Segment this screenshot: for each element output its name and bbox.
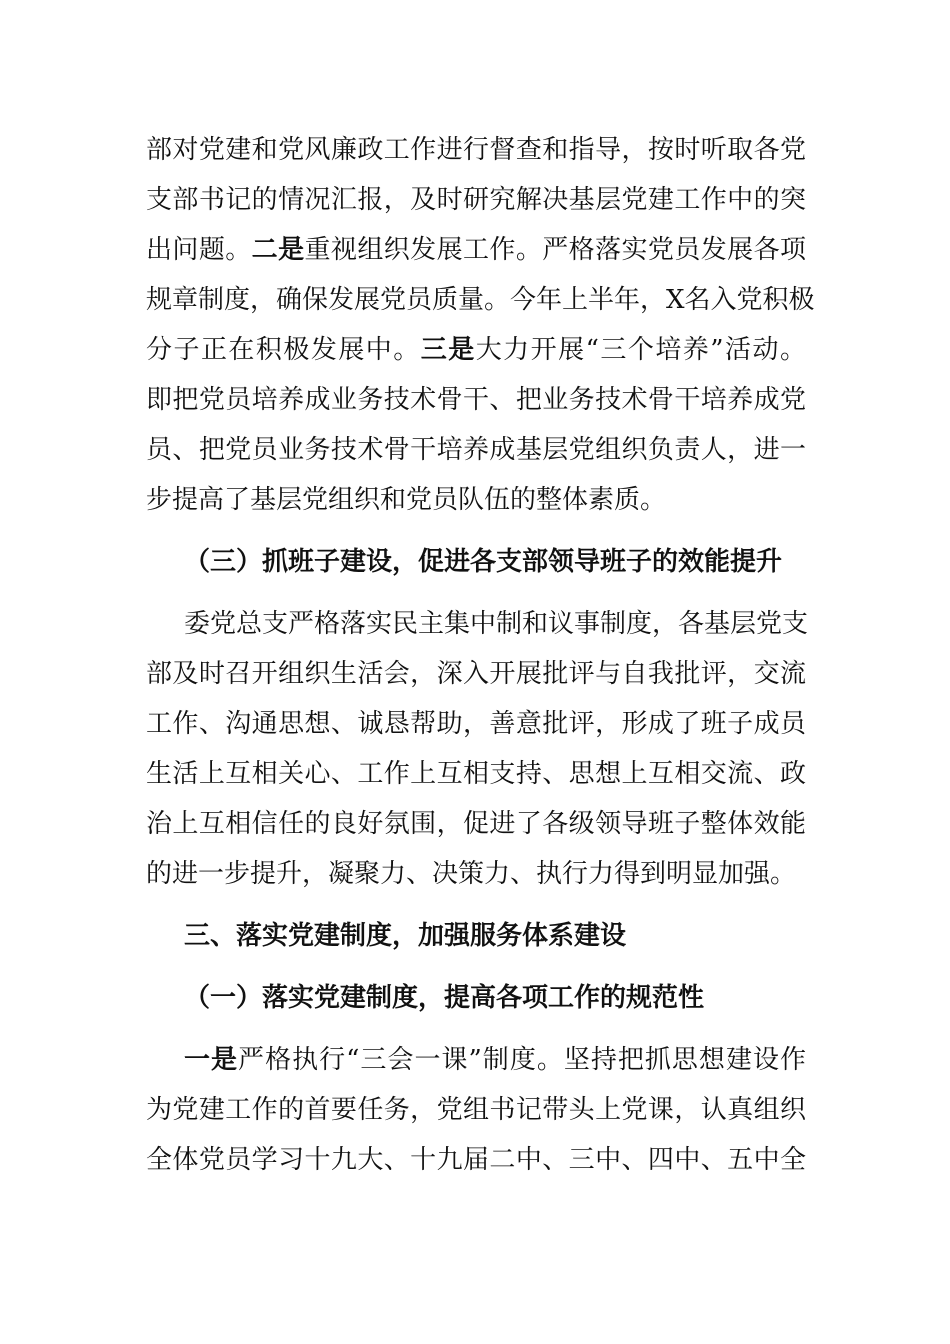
text-run: 严格执行“三会一课”制度。坚持把抓思想建设作 [238,1045,806,1075]
text-run: 大力开展“三个培养”活动。 [475,335,806,365]
paragraph-line: 的进一步提升，凝聚力、决策力、执行力得到明显加强。 [146,859,797,889]
paragraph-line: 生活上互相关心、工作上互相支持、思想上互相交流、政 [146,759,806,789]
paragraph-line: 支部书记的情况汇报，及时研究解决基层党建工作中的突 [146,185,806,215]
paragraph-line: 即把党员培养成业务技术骨干、把业务技术骨干培养成党 [146,385,806,415]
text-run: 重视组织发展工作。严格落实党员发展各项 [304,235,806,265]
paragraph-line: 规章制度，确保发展党员质量。今年上半年，X名入党积极 [146,285,815,315]
text-run: 分子正在积极发展中。 [146,335,421,365]
subsection-heading: （一）落实党建制度，提高各项工作的规范性 [184,983,705,1013]
bold-marker: 三是 [420,335,476,365]
paragraph-line: 治上互相信任的良好氛围，促进了各级领导班子整体效能 [146,809,806,839]
paragraph-line: 员、把党员业务技术骨干培养成基层党组织负责人，进一 [146,435,806,465]
section-heading: 三、落实党建制度，加强服务体系建设 [184,921,627,951]
paragraph-line: 委党总支严格落实民主集中制和议事制度，各基层党支 [184,609,809,639]
paragraph-line: 步提高了基层党组织和党员队伍的整体素质。 [146,485,667,515]
bold-marker: 二是 [251,235,305,265]
paragraph-line: 部及时召开组织生活会，深入开展批评与自我批评，交流 [146,659,806,689]
paragraph-line: 工作、沟通思想、诚恳帮助，善意批评，形成了班子成员 [146,709,806,739]
paragraph-line [184,1043,806,1077]
paragraph-line [146,333,806,367]
subsection-heading: （三）抓班子建设，促进各支部领导班子的效能提升 [184,547,783,577]
paragraph-line: 为党建工作的首要任务，党组书记带头上党课，认真组织 [146,1095,806,1125]
text-run: 出问题。 [146,235,252,265]
paragraph-line [146,233,806,267]
paragraph-line: 全体党员学习十九大、十九届二中、三中、四中、五中全 [146,1145,806,1175]
bold-marker: 一是 [184,1045,239,1075]
paragraph-line: 部对党建和党风廉政工作进行督查和指导，按时听取各党 [146,135,806,165]
